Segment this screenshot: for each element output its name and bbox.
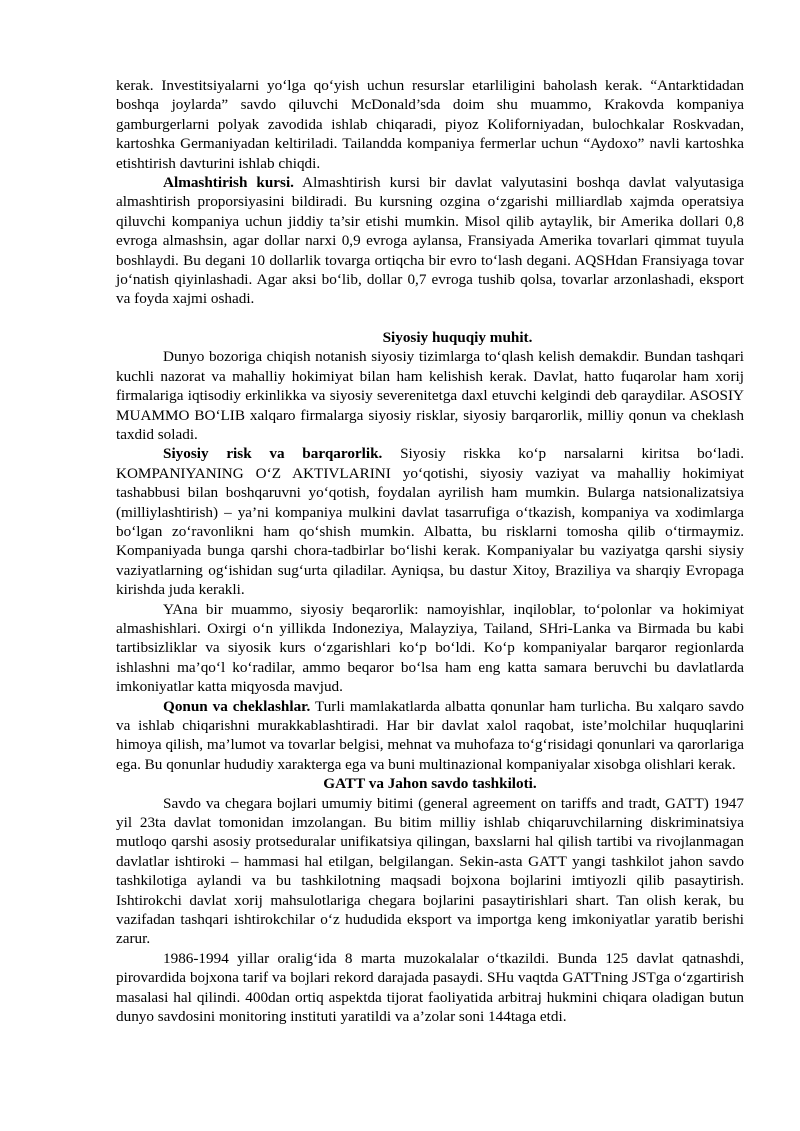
paragraph-political-risk [116, 444, 744, 599]
laws-text: Turli mamlakatlarda albatta qonunlar ham turlicha. Bu xalqaro savdo va ishlab chiqarishni murakkablashtiradi. Har bir davlat xalol raqobat, iste’molchilar huquqlarini himoya qilish, ma’lumot va tovarlar belgisi, mehnat va muhofaza to‘g‘risidagi qonunlari va qarorlariga ega. Bu qonunlar hududiy xarakterga ega va buni multinazional kompaniyalar xisobga olishlari kerak. [116, 697, 744, 773]
paragraph-exchange-rate [116, 173, 744, 309]
paragraph-political-intro: Dunyo bozoriga chiqish notanish siyosiy tizimlarga to‘qlash kelish demakdir. Bundan tashqari kuchli nazorat va mahalliy hokimiyat bilan ham kelishish kerak. Davlat, hatto fuqarolar ham xorij firmalariga iqtisodiy erkinlikka va siyosiy severenitetga daxl etuvchi kelgindi deb qaraydilar. ASOSIY MUAMMO BO‘LIB xalqaro firmalarga siyosiy risklar, siyosiy barqarorlik, milliy qonun va cheklash taxdid soladi. [116, 348, 744, 443]
heading-gatt: GATT va Jahon savdo tashkiloti. [323, 775, 537, 793]
laws-lead: Qonun va cheklashlar. [163, 697, 311, 715]
political-risk-text: Siyosiy riskka ko‘p narsalarni kiritsa bo‘ladi. KOMPANIYANING O‘Z AKTIVLARINI yo‘qotishi, siyosiy vaziyat va mahalliy hokimiyat tashabbusi bilan boshqaruvni yo‘qotish, foydalan ayrilish ham mumkin. Bularga natsionalizatsiya (milliylashtirish) – ya’ni kompaniya mulkini davlat tasarrufiga o‘tkazish, kompaniya va xodimlarga bo‘lgan zo‘ravonlikni ham qo‘shish mumkin. Albatta, bu risklarni tomosha qilib o‘tirmaymiz. Kompaniyada bunga qarshi chora-tadbirlar bo‘lishi kerak. Kompaniyalar bu vaziyatga qarshi siysiy vaziyatlarning og‘ishidan sug‘urta qiladilar. Ayniqsa, bu dastur Xitoy, Braziliya va sharqiy Evropaga kirishda juda kerakli. [116, 445, 744, 599]
paragraph-instability: YAna bir muammo, siyosiy beqarorlik: namoyishlar, inqiloblar, to‘polonlar va hokimiyat almashishlari. Oxirgi o‘n yillikda Indoneziya, Malayziya, Tailand, SHri-Lanka va Birmada bu kabi tartibsizliklar va siyosik kurs o‘zgarishlari ko‘p bo‘ldi. Ko‘p kompaniyalar barqaror regionlarda ishlashni ma’qo‘l ko‘radilar, ammo beqaror bo‘lsa ham eng katta samara beruvchi bu davlatlarda imkoniyatlar katta miqyosda mavjud. [116, 600, 744, 696]
paragraph-gatt-negotiations: 1986-1994 yillar oralig‘ida 8 marta muzokalalar o‘tkazildi. Bunda 125 davlat qatnashdi, pirovardida bojxona tarif va bojlari rekord darajada pasaydi. SHu vaqtda GATTning JSTga o‘zgartirish masalasi hal qilindi. 400dan ortiq aspektda tijorat faoliyatida arbitraj hukmini chiqara oladigan butun dunyo savdosini monitoring instituti yaratildi va a’zolar soni 144taga etdi. [116, 949, 744, 1026]
exchange-rate-text: Almashtirish kursi bir davlat valyutasini boshqa davlat valyutasiga almashtirish proporsiyasini bildiradi. Bu kursning ozgina o‘zgarishi milliardlab xajmda operatsiya qiluvchi kompaniya uchun jiddiy ta’sir etishi mumkin. Misol qilib aytaylik, bir Amerika dollari 0,8 evroga almashsin, agar dollar narxi 0,9 evroga aylansa, Fransiyada Amerika tovarlari qimmat tuyula boshlaydi. Bu degani 10 dollarlik tovarga ortiqcha bir evro to‘lash degani. AQSHdan Fransiyaga tovar jo‘natish qiyinlashadi. Agar aksi bo‘lib, dollar 0,7 evroga tushib qolsa, tovarlar arzonlashadi, eksport va foyda xajmi oshadi. [116, 174, 744, 308]
paragraph-gatt-intro: Savdo va chegara bojlari umumiy bitimi (general agreement on tariffs and tradt, GATT) 1947 yil 23ta davlat tomonidan imzolangan. Bu bitim milliy ishlab chiqaruvchilarning diskriminatsiya mutloqo qarshi asosiy protseduralar unifikatsiya qilingan, baxslarni hal qilish tartibi va rivojlanmagan davlatlar ishtiroki – hammasi hal etilgan, belgilangan. Sekin-asta GATT yangi tashkilot jahon savdo tashkilotiga aylandi va bu tashkilotning maqsadi bojxona bojlarini imtiyozli qilib pasaytirish. Ishtirokchi davlat xorij mahsulotlariga chegara bojlarini pasaytirishlari shart. Tan olish kerak, bu vazifadan tashqari ishtirokchilar o‘z hududida eksport va importga keng imkoniyatlar yaratib berishi zarur. [116, 794, 744, 948]
exchange-rate-lead: Almashtirish kursi. [163, 174, 294, 192]
paragraph-continuation: kerak. Investitsiyalarni yo‘lga qo‘yish uchun resurslar etarliligini baholash kerak. “Antarktidadan boshqa joylarda” savdo qiluvchi McDonald’sda doim shu muammo, Krakovda kompaniya gamburgerlarni polyak zavodida ishlab chiqaradi, piyoz Koliforniyadan, bulochkalar Roskvadan, kartoshka Germaniyadan keltiriladi. Tailandda kompaniya fermerlar uchun “Aydoxo” navli kartoshka etishtirish davturini ishlab chiqdi. [116, 77, 744, 172]
paragraph-laws [116, 697, 744, 775]
political-risk-lead: Siyosiy risk va barqarorlik. [163, 445, 383, 463]
heading-political-legal: Siyosiy huquqiy muhit. [382, 328, 533, 346]
